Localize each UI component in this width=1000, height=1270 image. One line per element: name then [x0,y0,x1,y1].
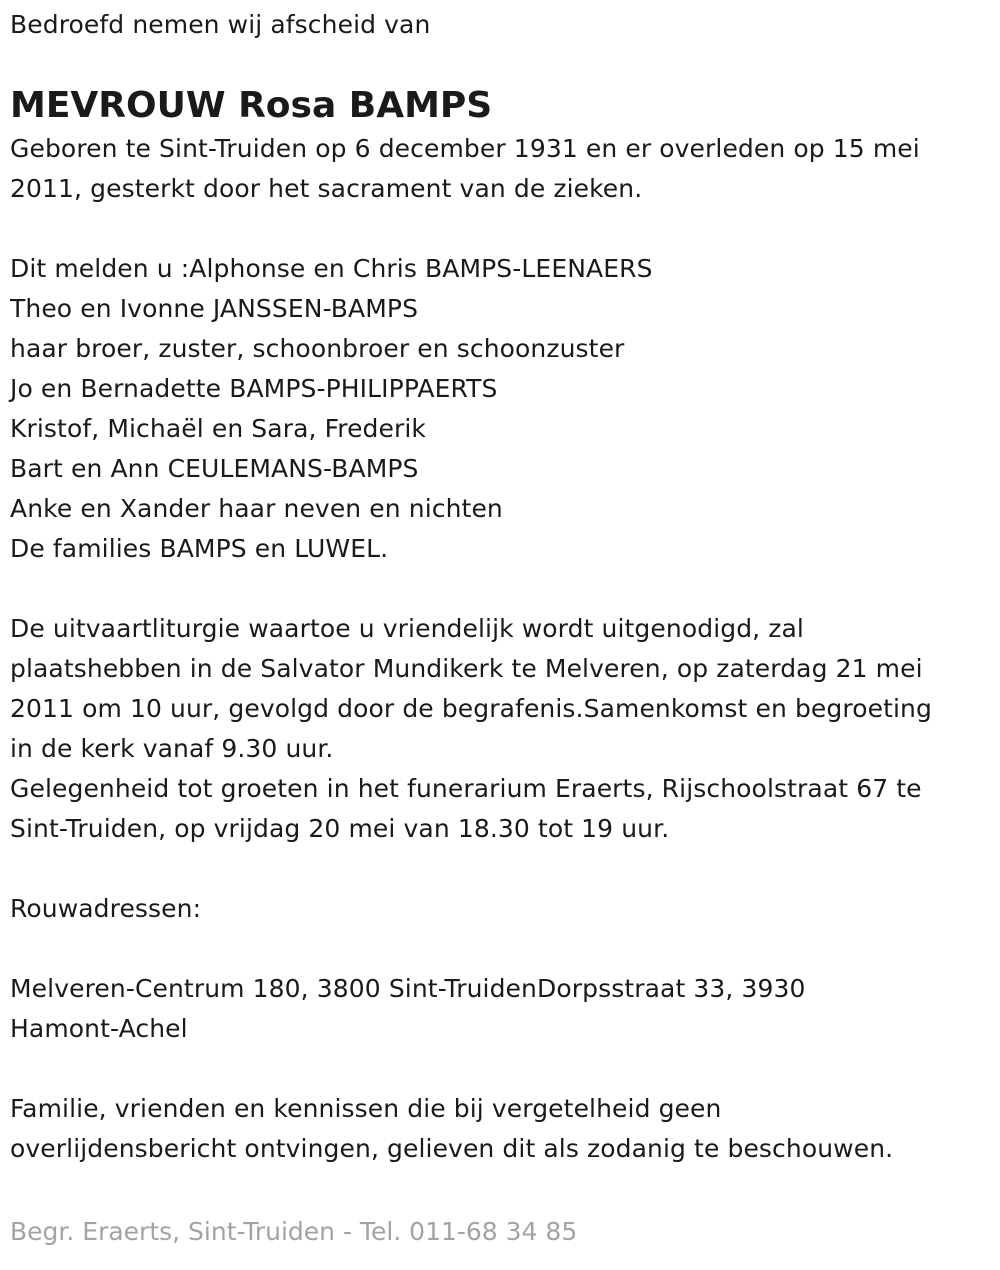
announcer-line: Jo en Bernadette BAMPS-PHILIPPAERTS [10,374,498,403]
announcer-line: Theo en Ivonne JANSSEN-BAMPS [10,294,419,323]
paragraph-line: Gelegenheid tot groeten in het funerarium Eraerts, Rijschoolstraat 67 te [10,774,922,803]
paragraph-line: De uitvaartliturgie waartoe u vriendelijk wordt uitgenodigd, zal [10,614,804,643]
announcer-line: Anke en Xander haar neven en nichten [10,494,503,523]
paragraph-line: plaatshebben in de Salvator Mundikerk te Melveren, op zaterdag 21 mei [10,654,923,683]
announcer-line: Dit melden u :Alphonse en Chris BAMPS-LEENAERS [10,254,653,283]
announcer-line: haar broer, zuster, schoonbroer en schoonzuster [10,334,625,363]
intro-text: Bedroefd nemen wij afscheid van [10,10,431,39]
announcer-line: Bart en Ann CEULEMANS-BAMPS [10,454,419,483]
paragraph-line: overlijdensbericht ontvingen, gelieven dit als zodanig te beschouwen. [10,1134,894,1163]
closing-paragraph [10,1089,985,1169]
announcers-list [10,249,985,569]
paragraph-line: 2011 om 10 uur, gevolgd door de begrafenis.Samenkomst en begroeting [10,694,932,723]
spacer [10,1049,985,1089]
birth-death-paragraph [10,129,985,209]
announcer-line: Kristof, Michaël en Sara, Frederik [10,414,427,443]
address-line: Melveren-Centrum 180, 3800 Sint-TruidenDorpsstraat 33, 3930 [10,974,806,1003]
paragraph-line: Geboren te Sint-Truiden op 6 december 1931 en er overleden op 15 mei [10,134,920,163]
funeral-home-footer: Begr. Eraerts, Sint-Truiden - Tel. 011-68 34 85 [10,1217,578,1246]
funeral-paragraph [10,609,985,849]
paragraph-line: Sint-Truiden, op vrijdag 20 mei van 18.30 tot 19 uur. [10,814,670,843]
paragraph-line: 2011, gesterkt door het sacrament van de zieken. [10,174,643,203]
spacer [10,209,985,249]
announcer-line: De families BAMPS en LUWEL. [10,534,389,563]
spacer [10,929,985,969]
deceased-name: MEVROUW Rosa BAMPS [10,85,493,126]
spacer [10,849,985,889]
address-line: Hamont-Achel [10,1014,188,1043]
paragraph-line: in de kerk vanaf 9.30 uur. [10,734,334,763]
addresses-label: Rouwadressen: [10,894,202,923]
spacer [10,569,985,609]
paragraph-line: Familie, vrienden en kennissen die bij vergetelheid geen [10,1094,722,1123]
obituary-notice [10,0,985,1169]
addresses-block [10,969,985,1049]
